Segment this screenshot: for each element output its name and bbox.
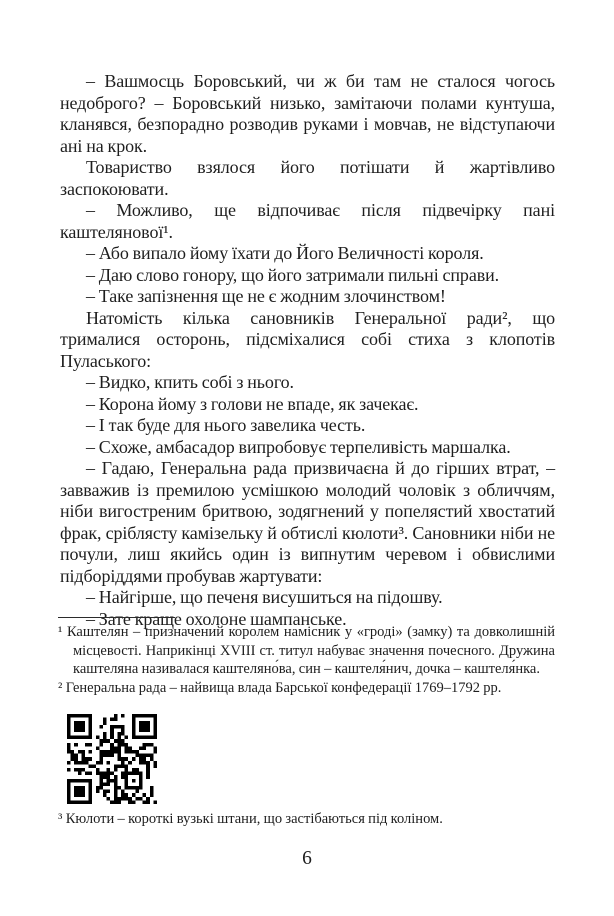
paragraph-7: Натомість кілька сановників Генеральної ради², що трималися осторонь, підсміхалися собі стиха з клопотів Пуласького: xyxy=(60,307,555,371)
footnote-1-marker: ¹ xyxy=(58,624,63,640)
paragraph-9: – Корона йому з голови не впаде, як зачекає. xyxy=(86,393,419,414)
footnote-2 xyxy=(58,679,555,698)
paragraph-5: – Даю слово гонору, що його затримали пильні справи. xyxy=(86,264,500,285)
footnote-2-text: Генеральна рада – найвища влада Барської конфедерації 1769–1792 рр. xyxy=(65,679,502,696)
footnote-1-text: Каштелян – призначений королем намісник у «гроді» (замку) та довколишній місцевості. Наприкінці XVIII ст. титул набуває значення почесного. Дружина каштеляна називалася каштеляно́ва, син – каштеля́нич, дочка – каштеля́нка. xyxy=(66,624,556,678)
paragraph-8: – Видко, кпить собі з нього. xyxy=(86,372,294,392)
body-text xyxy=(60,71,555,630)
qr-code xyxy=(67,714,157,804)
footnote-separator xyxy=(58,617,175,618)
footnote-2-marker: ² xyxy=(58,679,63,696)
footnote-3 xyxy=(58,810,570,829)
footnote-3-marker: ³ xyxy=(58,811,63,827)
paragraph-11: – Схоже, амбасадор випробовує терпеливість маршалка. xyxy=(86,436,511,457)
paragraph-6: – Таке запізнення ще не є жодним злочинством! xyxy=(86,286,446,306)
footnotes xyxy=(58,623,555,697)
paragraph-12: – Гадаю, Генеральна рада призвичаєна й до гірших втрат, – завважив із премилою усмішкою молодий чоловік з обличчям, ніби вигостреним бритвою, зодягнений у попелястий хвостатий фрак, сріблясту камізельку й обтислі кюлоти³. Сановники ніби не почули, лиш якийсь один із випнутим черевом і обвислими підборіддями пробував жартувати: xyxy=(60,458,555,586)
paragraph-1: – Вашмосць Боровський, чи ж би там не сталося чогось недоброго? – Боровський низько, замітаючи полами кунтуша, кланявся, безпорадно розводив руками і мовчав, не відступаючи ані на крок. xyxy=(60,71,555,156)
footnote-3-text: Кюлоти – короткі вузькі штани, що застібаються під коліном. xyxy=(65,811,443,827)
footnote-1 xyxy=(58,623,555,679)
paragraph-13: – Найгірше, що печеня висушиться на підошву. xyxy=(86,587,443,607)
paragraph-10: – І так буде для нього завелика честь. xyxy=(86,415,366,435)
paragraph-14: – Зате краще охолоне шампанське. xyxy=(86,608,347,629)
paragraph-2: Товариство взялося його потішати й жартівливо заспокоювати. xyxy=(60,157,555,199)
paragraph-4: – Або випало йому їхати до Його Величності короля. xyxy=(86,243,484,263)
paragraph-3: – Можливо, ще відпочиває після підвечірку пані каштелянової¹. xyxy=(60,200,555,242)
page-number: 6 xyxy=(302,848,312,869)
